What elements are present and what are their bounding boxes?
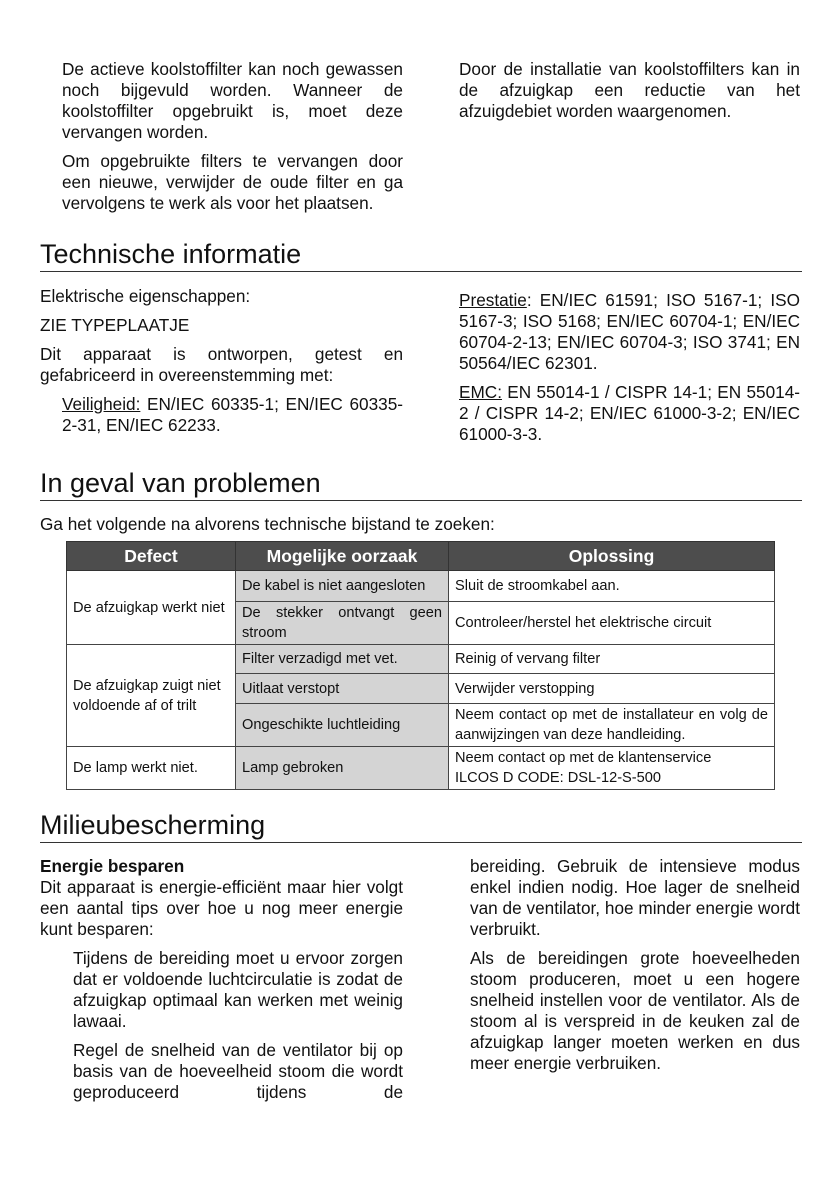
- heading-technical: Technische informatie: [40, 239, 802, 272]
- problems-intro: Ga het volgende na alvorens technische bijstand te zoeken:: [40, 514, 495, 534]
- troubleshooting-table: [66, 541, 775, 790]
- paragraph: Door de installatie van koolstoffilters kan in de afzuigkap een reductie van het afzuigdebiet worden waargenomen.: [459, 59, 800, 121]
- tip: Regel de snelheid van de ventilator bij op basis van de hoeveelheid stoom die wordt geproduceerd tijdens de: [73, 1040, 403, 1102]
- value: : EN/IEC 61591; ISO 5167-1; ISO 5167-3; ISO 5168; EN/IEC 60704-1; EN/IEC 60704-2-13; EN/IEC 60704-3; ISO 3741; EN 50564/IEC 62301.: [459, 290, 800, 373]
- filter-note: [459, 59, 800, 130]
- emc-standards: [459, 382, 800, 445]
- value: EN 55014-1 / CISPR 14-1; EN 55014-2 / CISPR 14-2; EN/IEC 61000-3-2; EN/IEC 61000-3-3.: [459, 382, 800, 444]
- safety-standards: [62, 394, 403, 436]
- table-row: [67, 645, 775, 674]
- value: EN/IEC 60335-1; EN/IEC 60335-2-31, EN/IEC 62233.: [62, 394, 403, 435]
- subheading: Energie besparen: [40, 856, 185, 876]
- env-left: [40, 856, 403, 1111]
- paragraph: Elektrische eigenschappen:: [40, 286, 251, 306]
- tip: bereiding. Gebruik de intensieve modus enkel indien nodig. Hoe lager de snelheid van de ventilator, hoe minder energie wordt verbruikt.: [470, 856, 800, 939]
- table-row: [67, 747, 775, 790]
- label: EMC:: [459, 382, 502, 402]
- solution-line: Neem contact op met de klantenservice: [455, 750, 712, 766]
- tech-left: [40, 286, 403, 444]
- cause-cell: Lamp gebroken: [236, 747, 449, 790]
- label: Prestatie: [459, 290, 527, 310]
- solution-cell: Sluit de stroomkabel aan.: [449, 571, 775, 602]
- tech-right: [459, 290, 800, 453]
- label: Veiligheid:: [62, 394, 141, 414]
- solution-cell: Verwijder verstopping: [449, 674, 775, 704]
- paragraph: De actieve koolstoffilter kan noch gewassen noch bijgevuld worden. Wanneer de koolstoffilter opgebruikt is, moet deze vervangen worden.: [62, 59, 403, 142]
- performance-standards: [459, 290, 800, 374]
- paragraph: ZIE TYPEPLAATJE: [40, 315, 190, 335]
- header-cell: Oplossing: [449, 542, 775, 571]
- heading-problems: In geval van problemen: [40, 468, 802, 501]
- solution-cell: Neem contact op met de installateur en volg de aanwijzingen van deze handleiding.: [449, 704, 775, 747]
- defect-cell: De afzuigkap werkt niet: [67, 571, 236, 645]
- heading-environment: Milieubescherming: [40, 810, 802, 843]
- paragraph: Om opgebruikte filters te vervangen door een nieuwe, verwijder de oude filter en ga vervolgens te werk als voor het plaatsen.: [62, 151, 403, 213]
- solution-cell: [449, 747, 775, 790]
- table-row: [67, 571, 775, 602]
- table-header: [67, 542, 775, 571]
- cause-cell: De kabel is niet aangesloten: [236, 571, 449, 602]
- tip: Tijdens de bereiding moet u ervoor zorgen dat er voldoende luchtcirculatie is zodat de afzuigkap optimaal kan werken met weinig lawaai.: [73, 948, 403, 1031]
- defect-cell: De lamp werkt niet.: [67, 747, 236, 790]
- paragraph: Dit apparaat is energie-efficiënt maar hier volgt een aantal tips over hoe u nog meer energie kunt besparen:: [40, 877, 403, 939]
- cause-cell: Ongeschikte luchtleiding: [236, 704, 449, 747]
- cause-cell: Uitlaat verstopt: [236, 674, 449, 704]
- filter-text: [62, 59, 403, 222]
- solution-line: ILCOS D CODE: DSL-12-S-500: [455, 770, 662, 786]
- header-cell: Defect: [67, 542, 236, 571]
- solution-cell: Controleer/herstel het elektrische circuit: [449, 602, 775, 645]
- header-cell: Mogelijke oorzaak: [236, 542, 449, 571]
- solution-cell: Reinig of vervang filter: [449, 645, 775, 674]
- env-right: [470, 856, 800, 1082]
- defect-cell: De afzuigkap zuigt niet voldoende af of trilt: [67, 645, 236, 747]
- cause-cell: De stekker ontvangt geen stroom: [236, 602, 449, 645]
- tip: Als de bereidingen grote hoeveelheden stoom produceren, moet u een hogere snelheid instellen voor de ventilator. Als de stoom al is verspreid in de keuken zal de afzuigkap langer moeten werken en dus meer energie verbruiken.: [470, 948, 800, 1073]
- cause-cell: Filter verzadigd met vet.: [236, 645, 449, 674]
- paragraph: Dit apparaat is ontworpen, getest en gefabriceerd in overeenstemming met:: [40, 344, 403, 385]
